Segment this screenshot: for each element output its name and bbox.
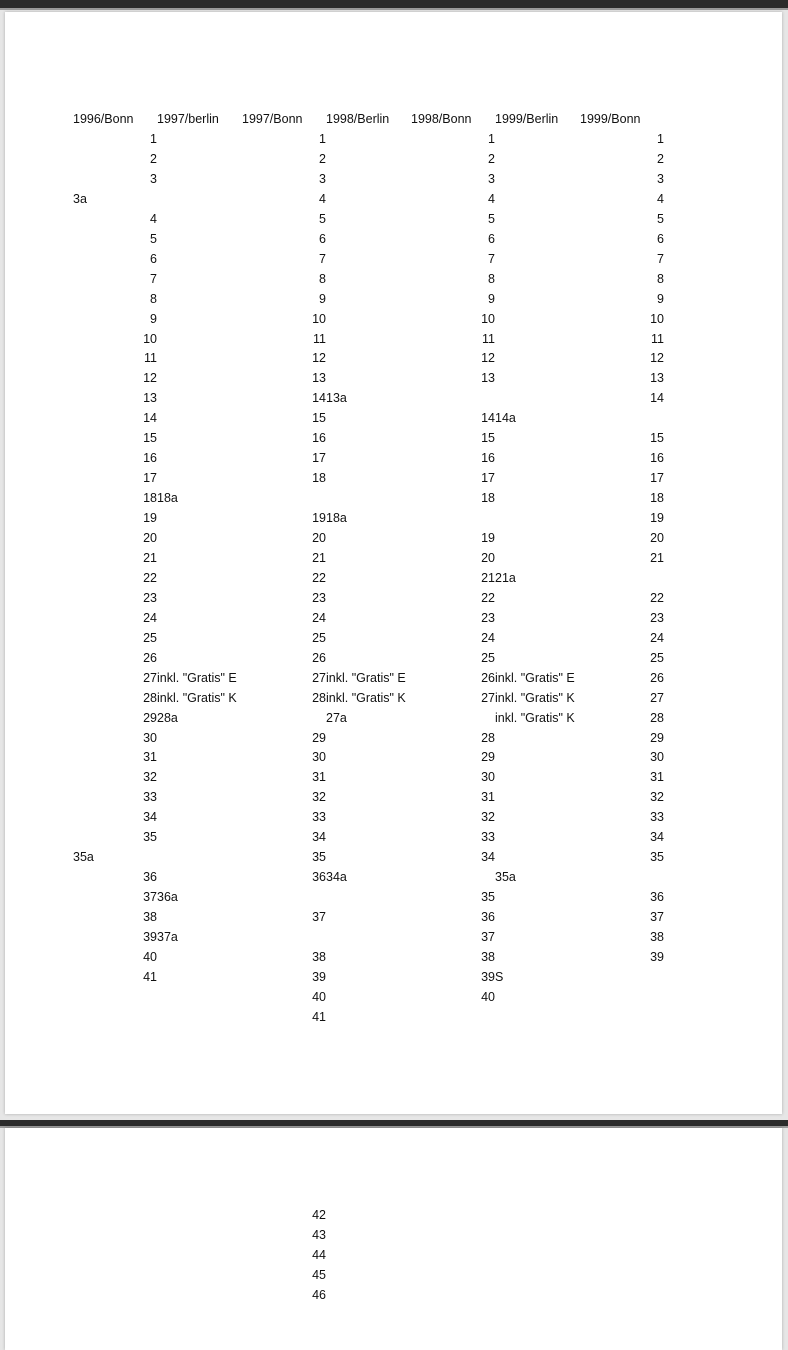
table-cell: 32	[650, 790, 664, 805]
table-cell: 14	[650, 391, 664, 406]
table-cell: 2	[150, 151, 157, 166]
column-header: 1998/Bonn	[411, 112, 472, 126]
table-cell: 6	[488, 231, 495, 246]
table-cell: 7	[657, 251, 664, 266]
table-cell: 20	[143, 531, 157, 545]
table-cell: inkl. "Gratis" K	[157, 690, 237, 705]
table-cell: 29	[312, 730, 326, 745]
table-cell: inkl. "Gratis" E	[326, 670, 406, 685]
table-cell: 35	[650, 850, 664, 865]
table-cell: 6	[319, 231, 326, 246]
table-cell: inkl. "Gratis" K	[495, 710, 575, 725]
table-cell: 37	[481, 930, 495, 944]
column-header: 1998/Berlin	[326, 112, 390, 126]
table-cell: 45	[312, 1267, 326, 1282]
table-cell: 18a	[326, 511, 347, 526]
table-cell: 28	[650, 710, 664, 725]
table-cell: 14	[481, 411, 495, 426]
table-cell: 23	[143, 590, 157, 605]
table-cell: 7	[319, 251, 326, 266]
table-cell: 31	[312, 770, 326, 785]
table-cell: 8	[488, 271, 495, 286]
table-cell: 28	[312, 690, 326, 705]
table-cell: 39	[650, 949, 664, 964]
table-cell: 26	[143, 650, 157, 665]
table-cell: 30	[650, 750, 664, 765]
table-cell: 21	[481, 570, 495, 585]
table-cell: 3a	[73, 191, 87, 206]
table-cell: 36	[650, 890, 664, 905]
table-cell: 26	[312, 650, 326, 665]
table-cell: 18	[650, 491, 664, 506]
table-cell: 23	[650, 610, 664, 625]
table-cell: inkl. "Gratis" K	[495, 690, 575, 705]
table-cell: 12	[650, 351, 664, 366]
table-cell: 31	[143, 750, 157, 765]
table-cell: 17	[650, 471, 664, 486]
table-cell: 30	[312, 750, 326, 765]
table-cell: 5	[150, 231, 157, 246]
table-cell: 32	[143, 770, 157, 785]
table-cell: 39	[481, 969, 495, 984]
table-cell: 11	[651, 331, 664, 346]
table-cell: 2	[657, 151, 664, 166]
table-cell: 19	[312, 511, 326, 526]
table-cell: 24	[143, 610, 157, 625]
table-cell: S	[495, 969, 504, 984]
table-cell: 8	[657, 271, 664, 286]
table-cell: 4	[488, 191, 495, 206]
table-cell: 32	[481, 810, 495, 825]
table-cell: 25	[312, 630, 326, 645]
table-cell: 24	[481, 630, 495, 645]
table-cell: 34	[312, 830, 326, 845]
table-cell: 30	[143, 730, 157, 745]
table-cell: inkl. "Gratis" E	[157, 670, 237, 685]
table-cell: 34	[481, 850, 495, 865]
table-cell: 39	[312, 969, 326, 984]
table-cell: 35a	[495, 870, 516, 885]
table-cell: 21a	[495, 570, 516, 585]
table-cell: 9	[150, 311, 157, 326]
table-cell: 27	[143, 670, 157, 685]
table-cell: 28	[481, 730, 495, 745]
table-cell: 36	[312, 870, 326, 885]
table-cell: 18	[312, 471, 326, 486]
table-cell: 6	[657, 231, 664, 246]
table-cell: 9	[657, 291, 664, 306]
table-cell: 20	[312, 531, 326, 545]
table-cell: 34	[650, 830, 664, 845]
table-cell: 21	[650, 550, 664, 565]
table-cell: 15	[650, 431, 664, 446]
table-cell: 17	[312, 451, 326, 466]
table-cell: 5	[657, 211, 664, 226]
table-cell: 20	[481, 550, 495, 565]
table-cell: 37	[143, 890, 157, 905]
table-cell: 19	[481, 531, 495, 545]
table-cell: 5	[319, 211, 326, 226]
table-cell: 2	[319, 151, 326, 166]
window-top-bar	[0, 0, 788, 8]
table-cell: 29	[143, 710, 157, 725]
table-cell: 16	[312, 431, 326, 446]
table-cell: 35	[312, 850, 326, 865]
table-cell: 24	[312, 610, 326, 625]
table-cell: 4	[657, 191, 664, 206]
table-cell: 1	[657, 132, 664, 146]
table-cell: 40	[312, 989, 326, 1004]
table-cell: 22	[481, 590, 495, 605]
table-cell: 34a	[326, 870, 347, 885]
table-cell: 37a	[157, 930, 178, 944]
table-cell: inkl. "Gratis" E	[495, 670, 575, 685]
table-cell: 19	[143, 511, 157, 526]
table-cell: 13	[143, 391, 157, 406]
table-cell: 35	[143, 830, 157, 845]
table-cell: 31	[650, 770, 664, 785]
table-cell: 27	[650, 690, 664, 705]
column-header: 1997/berlin	[157, 112, 219, 126]
table-cell: 8	[150, 291, 157, 306]
table-cell: 23	[312, 590, 326, 605]
table-cell: inkl. "Gratis" K	[326, 690, 406, 705]
table-cell: 41	[312, 1009, 326, 1024]
table-cell: 33	[650, 810, 664, 825]
table-cell: 29	[650, 730, 664, 745]
table-cell: 3	[319, 171, 326, 186]
document-page-2	[5, 1128, 782, 1350]
table-cell: 22	[143, 570, 157, 585]
table-cell: 1	[150, 132, 157, 146]
table-cell: 11	[482, 331, 495, 346]
table-cell: 40	[481, 989, 495, 1004]
table-cell: 35	[481, 890, 495, 905]
table-cell: 21	[312, 550, 326, 565]
table-cell: 26	[650, 670, 664, 685]
table-cell: 46	[312, 1287, 326, 1302]
table-cell: 8	[319, 271, 326, 286]
column-header: 1997/Bonn	[242, 112, 303, 126]
table-cell: 25	[650, 650, 664, 665]
table-cell: 44	[312, 1247, 326, 1262]
table-cell: 15	[312, 411, 326, 426]
table-cell: 17	[481, 471, 495, 486]
table-cell: 38	[312, 949, 326, 964]
table-cell: 10	[650, 311, 664, 326]
table-cell: 27	[481, 690, 495, 705]
table-cell: 15	[481, 431, 495, 446]
table-cell: 1	[488, 132, 495, 146]
table-cell: 26	[481, 670, 495, 685]
table-cell: 5	[488, 211, 495, 226]
table-cell: 35a	[73, 850, 94, 865]
table-cell: 11	[144, 351, 157, 366]
table-cell: 28a	[157, 710, 178, 725]
table-cell: 29	[481, 750, 495, 765]
column-header: 1999/Berlin	[495, 112, 559, 126]
table-cell: 38	[650, 930, 664, 944]
table-cell: 4	[150, 211, 157, 226]
table-cell: 9	[319, 291, 326, 306]
table-cell: 40	[143, 949, 157, 964]
table-cell: 18	[143, 491, 157, 506]
table-cell: 31	[481, 790, 495, 805]
table-cell: 33	[312, 810, 326, 825]
table-cell: 10	[143, 331, 157, 346]
table-cell: 10	[481, 311, 495, 326]
table-cell: 17	[143, 471, 157, 486]
table-cell: 16	[481, 451, 495, 466]
table-cell: 18	[481, 491, 495, 506]
table-cell: 12	[143, 371, 157, 386]
table-cell: 39	[143, 930, 157, 944]
table-cell: 14a	[495, 411, 516, 426]
table-cell: 4	[319, 191, 326, 206]
table-cell: 13	[312, 371, 326, 386]
table-cell: 3	[488, 171, 495, 186]
table-cell: 22	[650, 590, 664, 605]
table-cell: 27	[312, 670, 326, 685]
table-cell: 22	[312, 570, 326, 585]
table-cell: 33	[143, 790, 157, 805]
table-cell: 16	[650, 451, 664, 466]
table-cell: 25	[143, 630, 157, 645]
table-cell: 43	[312, 1227, 326, 1242]
document-page-1	[5, 12, 782, 1114]
table-cell: 33	[481, 830, 495, 845]
table-cell: 34	[143, 810, 157, 825]
table-cell: 3	[657, 171, 664, 186]
table-cell: 32	[312, 790, 326, 805]
table-cell: 16	[143, 451, 157, 466]
table-cell: 11	[313, 331, 326, 346]
table-cell: 7	[488, 251, 495, 266]
table-cell: 41	[143, 969, 157, 984]
table-cell: 36a	[157, 890, 178, 905]
table-cell: 28	[143, 690, 157, 705]
table-cell: 37	[650, 910, 664, 925]
table-cell: 13a	[326, 391, 347, 406]
table-cell: 10	[312, 311, 326, 326]
table-cell: 25	[481, 650, 495, 665]
table-cell: 6	[150, 251, 157, 266]
column-header: 1999/Bonn	[580, 112, 641, 126]
table-cell: 38	[143, 910, 157, 925]
table-cell: 14	[312, 391, 326, 406]
table-cell: 42	[312, 1208, 326, 1222]
table-cell: 3	[150, 171, 157, 186]
table-cell: 37	[312, 910, 326, 925]
table-cell: 12	[481, 351, 495, 366]
table-cell: 24	[650, 630, 664, 645]
table-cell: 12	[312, 351, 326, 366]
table-cell: 14	[143, 411, 157, 426]
table-cell: 18a	[157, 491, 178, 506]
table-cell: 21	[143, 550, 157, 565]
table-cell: 23	[481, 610, 495, 625]
table-cell: 15	[143, 431, 157, 446]
table-cell: 1	[319, 132, 326, 146]
column-header: 1996/Bonn	[73, 112, 134, 126]
table-cell: 7	[150, 271, 157, 286]
table-cell: 36	[143, 870, 157, 885]
table-cell: 30	[481, 770, 495, 785]
table-cell: 19	[650, 511, 664, 526]
table-cell: 20	[650, 531, 664, 545]
table-cell: 13	[650, 371, 664, 386]
table-cell: 27a	[326, 710, 347, 725]
table-cell: 38	[481, 949, 495, 964]
table-cell: 9	[488, 291, 495, 306]
table-cell: 2	[488, 151, 495, 166]
table-cell: 36	[481, 910, 495, 925]
table-cell: 13	[481, 371, 495, 386]
window-top-bar-shadow	[0, 8, 788, 10]
